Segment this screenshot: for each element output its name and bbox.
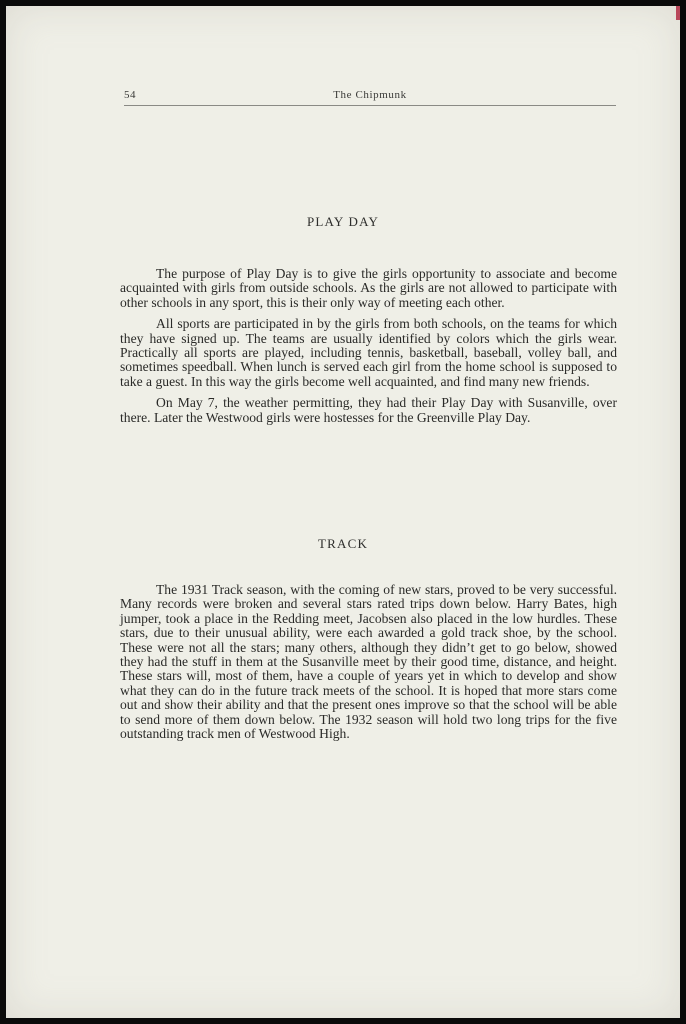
page-edge-mark [676, 6, 680, 20]
running-head [124, 89, 616, 106]
journal-title: The Chipmunk [333, 89, 407, 101]
page-number: 54 [124, 89, 136, 101]
play-day-section [120, 267, 617, 432]
play-day-heading: PLAY DAY [306, 214, 380, 229]
track-heading: TRACK [317, 536, 369, 551]
track-section [120, 583, 617, 748]
track-paragraph: The 1931 Track season, with the coming of new stars, proved to be very successful. Many records were broken and several stars rated trips down below. Harry Bates, high jumper, took a place in the Redding meet, Jacobsen also placed in the low hurdles. These stars, due to their unusual ability, were each awarded a gold track shoe, by the school. These were not all the stars; many others, although they didn’t get to go below, showed they had the stuff in them at the Susanville meet by their good time, distance, and height. These stars will, most of them, have a couple of years yet in which to develop and show what they can do in the future track meets of the school. It is hoped that more stars come out and show their ability and that the present ones improve so that the school will be able to send more of them down below. The 1932 season will hold two long trips for the five outstanding track men of Westwood High. [120, 582, 617, 742]
play-day-paragraph: All sports are participated in by the girls from both schools, on the teams for which they have signed up. The teams are usually identified by colors which the girls wear. Practically all sports are played, including tennis, basketball, baseball, volley ball, and sometimes speedball. When lunch is served each girl from the home school is supposed to take a guest. In this way the girls become well acquainted, and find many new friends. [120, 316, 617, 389]
play-day-paragraph: The purpose of Play Day is to give the girls opportunity to associate and become acquainted with girls from outside schools. As the girls are not allowed to participate with other schools in any sport, this is their only way of meeting each other. [120, 266, 617, 310]
play-day-paragraph: On May 7, the weather permitting, they had their Play Day with Susanville, over there. Later the Westwood girls were hostesses for the Greenville Play Day. [120, 395, 617, 425]
page [6, 6, 680, 1018]
